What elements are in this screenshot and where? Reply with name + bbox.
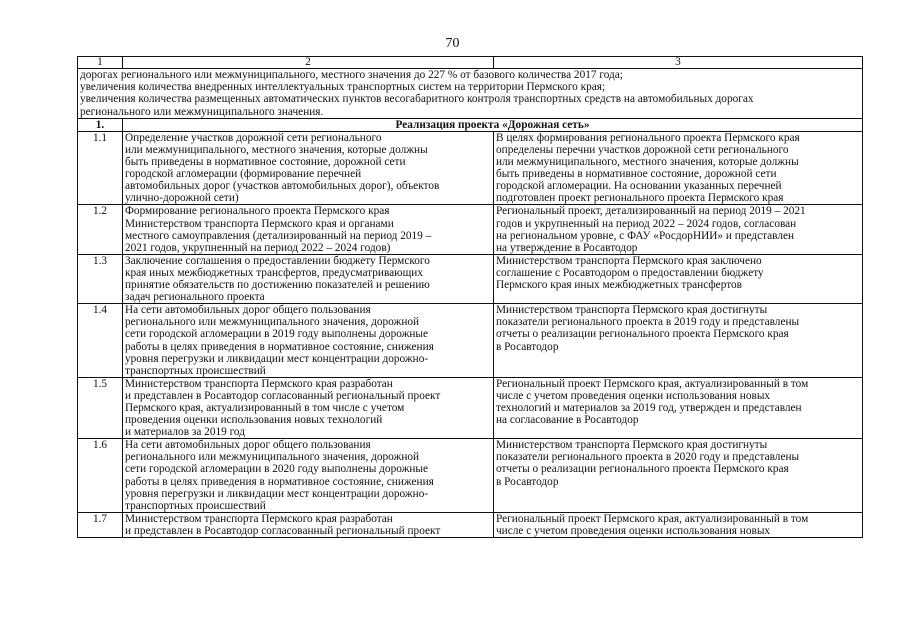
cell-line: в Росавтодор: [496, 340, 559, 353]
table-row: [78, 131, 863, 205]
cell-line: края иных межбюджетных трансфертов, предусматривающих: [125, 266, 423, 279]
intro-text: [78, 69, 863, 119]
event-description-cell: [123, 304, 494, 378]
cell-line: соглашение с Росавтодором о предоставлении бюджету: [496, 266, 764, 279]
cell-line: быть приведены в нормативное состояние, дорожной сети: [125, 156, 406, 169]
header-col-2: 2: [123, 57, 494, 69]
cell-line: автомобильных дорог (участков автомобильных дорог), объектов: [125, 180, 440, 193]
result-description-cell: [494, 131, 863, 205]
table-row: [78, 512, 863, 537]
cell-line: и представлен в Росавтодор согласованный региональный проект: [125, 524, 441, 537]
cell-line: сети городской агломерации в 2020 году выполнены дорожные: [125, 463, 429, 476]
cell-line: задач регионального проекта: [125, 291, 265, 304]
cell-line: и представлен в Росавтодор согласованный региональный проект: [125, 389, 441, 402]
cell-line: 2021 годов, укрупненный на период 2022 – 2024 годов): [125, 241, 391, 254]
section-title: Реализация проекта «Дорожная сеть»: [123, 118, 863, 131]
cell-line: Формирование регионального проекта Пермского края: [125, 205, 390, 218]
cell-line: Определение участков дорожной сети регионального: [125, 131, 382, 144]
cell-line: городской агломерации (формирование перечней: [125, 168, 362, 181]
intro-row: [78, 69, 863, 119]
cell-line: в Росавтодор: [496, 475, 559, 488]
event-description-cell: [123, 512, 494, 537]
cell-line: регионального или межмуниципального значения, дорожной: [125, 316, 420, 329]
table-row: [78, 304, 863, 378]
table-row: [78, 205, 863, 254]
cell-line: на согласование в Росавтодор: [496, 414, 639, 427]
event-description-cell: [123, 205, 494, 254]
row-number: 1.5: [78, 377, 123, 438]
result-description-cell: [494, 304, 863, 378]
cell-line: городской агломерации. На основании указанных перечней: [496, 180, 782, 193]
event-description-cell: [123, 254, 494, 303]
cell-line: Министерством транспорта Пермского края разработан: [125, 377, 393, 390]
cell-line: отчеты о реализации регионального проекта Пермского края: [496, 463, 789, 476]
cell-line: Министерством транспорта Пермского края разработан: [125, 512, 393, 525]
document-table: [77, 56, 863, 538]
cell-line: принятие обязательств по достижению показателей и решению: [125, 279, 430, 292]
result-description-cell: [494, 205, 863, 254]
cell-line: транспортных происшествий: [125, 499, 266, 512]
cell-line: работы в целях приведения в нормативное состояние, снижения: [125, 340, 434, 353]
row-number: 1.7: [78, 512, 123, 537]
cell-line: и материалов за 2019 год: [125, 426, 246, 439]
cell-line: Министерством транспорта Пермского края заключено: [496, 254, 762, 267]
row-number: 1.4: [78, 304, 123, 378]
result-description-cell: [494, 254, 863, 303]
cell-line: показатели регионального проекта в 2019 году и представлены: [496, 316, 800, 329]
intro-line: дорогах регионального или межмуниципального, местного значения до 227 % от базового количества 2017 года;: [80, 69, 623, 81]
result-description-cell: [494, 439, 863, 513]
cell-line: сети городской агломерации в 2019 году выполнены дорожные: [125, 328, 429, 341]
cell-line: На сети автомобильных дорог общего пользования: [125, 439, 371, 452]
page-number: 70: [445, 36, 460, 51]
intro-line: регионального или межмуниципального значения.: [80, 105, 324, 118]
cell-line: показатели регионального проекта в 2020 году и представлены: [496, 451, 800, 464]
cell-line: уровня перегрузки и ликвидации мест концентрации дорожно-: [125, 487, 429, 500]
cell-line: Пермского края иных межбюджетных трансфертов: [496, 279, 742, 292]
cell-line: Министерством транспорта Пермского края и органами: [125, 217, 394, 230]
result-description-cell: [494, 377, 863, 438]
cell-line: Региональный проект Пермского края, актуализированный в том: [496, 512, 809, 525]
row-number: 1.2: [78, 205, 123, 254]
table-row: [78, 439, 863, 513]
cell-line: проведения оценки использования новых технологий: [125, 414, 383, 427]
cell-line: Министерством транспорта Пермского края достигнуты: [496, 304, 768, 317]
cell-line: местного самоуправления (детализированный на период 2019 –: [125, 229, 432, 242]
cell-line: отчеты о реализации регионального проекта Пермского края: [496, 328, 789, 341]
section-number: 1.: [78, 118, 123, 131]
cell-line: быть приведены в нормативное состояние, дорожной сети: [496, 168, 777, 181]
table-row: [78, 377, 863, 438]
event-description-cell: [123, 439, 494, 513]
cell-line: годов и укрупненный на период 2022 – 2024 годов, согласован: [496, 217, 797, 230]
cell-line: Региональный проект, детализированный на период 2019 – 2021: [496, 205, 806, 218]
cell-line: подготовлен проект регионального проекта Пермского края: [496, 192, 784, 205]
cell-line: числе с учетом проведения оценки использования новых: [496, 389, 771, 402]
cell-line: регионального или межмуниципального значения, дорожной: [125, 451, 420, 464]
event-description-cell: [123, 377, 494, 438]
row-number: 1.6: [78, 439, 123, 513]
cell-line: транспортных происшествий: [125, 364, 266, 377]
cell-line: на региональном уровне, с ФАУ «РосдорНИИ» и представлен: [496, 229, 795, 242]
cell-line: Пермского края, актуализированный в том числе с учетом: [125, 401, 405, 414]
row-number: 1.3: [78, 254, 123, 303]
cell-line: или межмуниципального, местного значения, которые должны: [496, 156, 799, 169]
cell-line: Министерством транспорта Пермского края достигнуты: [496, 439, 768, 452]
cell-line: Заключение соглашения о предоставлении бюджету Пермского: [125, 254, 430, 267]
intro-line: увеличения количества внедренных интеллектуальных транспортных систем на территории Пермского края;: [80, 81, 606, 94]
cell-line: числе с учетом проведения оценки использования новых: [496, 524, 771, 537]
result-description-cell: [494, 512, 863, 537]
cell-line: технологий и материалов за 2019 год, утвержден и представлен: [496, 401, 802, 414]
cell-line: определены перечни участков дорожной сети регионального: [496, 144, 789, 156]
header-col-3: 3: [494, 57, 863, 69]
cell-line: На сети автомобильных дорог общего пользования: [125, 304, 371, 317]
intro-line: увеличения количества размещенных автоматических пунктов весогабаритного контроля транспортных средств на автомобильных дорогах: [80, 93, 754, 106]
header-col-1: 1: [78, 57, 123, 69]
cell-line: улично-дорожной сети): [125, 192, 239, 205]
table-header-row: [78, 57, 863, 69]
cell-line: работы в целях приведения в нормативное состояние, снижения: [125, 475, 434, 488]
event-description-cell: [123, 131, 494, 205]
cell-line: уровня перегрузки и ликвидации мест концентрации дорожно-: [125, 352, 429, 365]
row-number: 1.1: [78, 131, 123, 205]
cell-line: или межмуниципального, местного значения, которые должны: [125, 144, 428, 156]
section-row: [78, 118, 863, 131]
cell-line: Региональный проект Пермского края, актуализированный в том: [496, 377, 809, 390]
cell-line: В целях формирования регионального проекта Пермского края: [496, 131, 800, 144]
table-row: [78, 254, 863, 303]
cell-line: на утверждение в Росавтодор: [496, 241, 638, 254]
